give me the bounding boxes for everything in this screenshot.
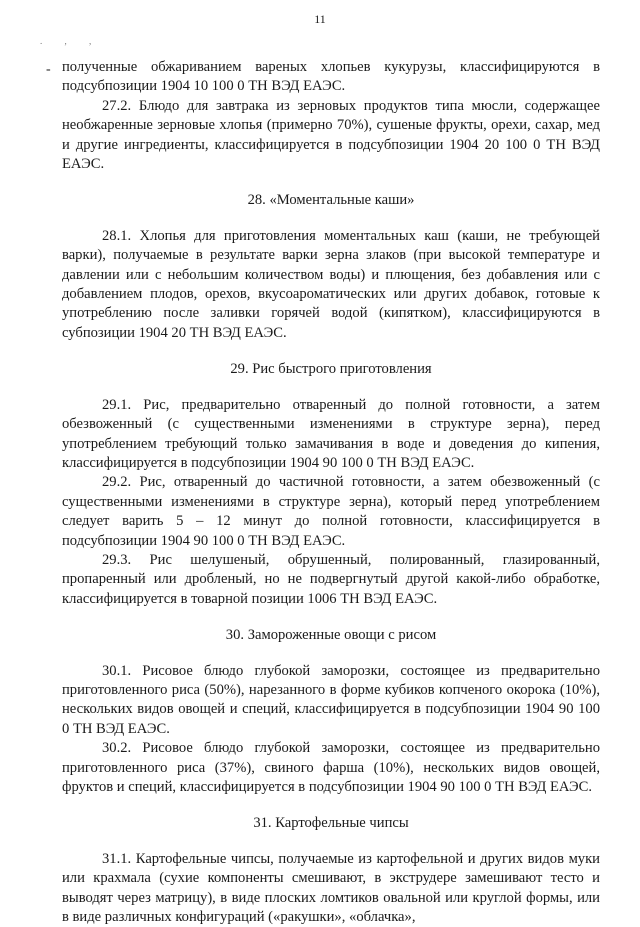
section-heading-28: 28. «Моментальные каши» (247, 192, 415, 209)
paragraph-29-3: 29.3. Рис шелушеный, обрушенный, полированный, глазированный, пропаренный или дробленый, но не подвергнутый другой какой-либо обработке, классифицируется в товарной позиции 1006 ТН ВЭД ЕАЭС. (62, 551, 600, 607)
section-heading-30: 30. Замороженные овощи с рисом (225, 627, 437, 644)
paragraph-30-2: 30.2. Рисовое блюдо глубокой заморозки, состоящее из предварительно приготовленного риса (37%), свиного фарша (10%), нескольких видов овощей, фруктов и специй, классифицируется в подсубпозиции 1904 90 100 0 ТН ВЭД ЕАЭС. (62, 740, 600, 795)
bullet-mark: - (46, 62, 51, 77)
paragraph-continued: полученные обжариванием вареных хлопьев кукурузы, классифицируются в подсубпозиции 1904 10 100 0 ТН ВЭД ЕАЭС. (62, 59, 600, 95)
paragraph-28-1: 28.1. Хлопья для приготовления моментальных каш (каши, не требующей варки), получаемые в результате варки зерна злаков (при высокой температуре и давлении или с небольшим количеством воды) и плющения, без добавления или с добавлением плодов, орехов, вкусоароматических или других добавок, готовые к употреблению после заливки горячей водой (кипятком), классифицируются в субпозиции 1904 20 ТН ВЭД ЕАЭС. (62, 227, 600, 341)
paragraph-29-1: 29.1. Рис, предварительно отваренный до полной готовности, а затем обезвоженный (с существенными изменениями в структуре зерна), перед употреблением требующий только замачивания в воде и доведения до кипения, классифицируется в подсубпозиции 1904 90 100 0 ТН ВЭД ЕАЭС. (62, 396, 600, 471)
paragraph-31-1: 31.1. Картофельные чипсы, получаемые из картофельной и других видов муки или крахмала (сухие компоненты смешивают, в экструдере замешивают тесто и выводят через матрицу), в виде плоских ломтиков овальной или круглой формы, или в виде различных конфигураций («ракушки», «облачка», (62, 850, 600, 926)
scan-marks: . , , (40, 36, 102, 46)
paragraph-27-2: 27.2. Блюдо для завтрака из зерновых продуктов типа мюсли, содержащее необжаренные зерновые хлопья (примерно 70%), сушеные фрукты, орехи, сахар, мед и другие ингредиенты, классифицируется в подсубпозиции 1904 20 100 0 ТН ВЭД ЕАЭС. (62, 97, 600, 173)
section-heading-29: 29. Рис быстрого приготовления (230, 361, 432, 378)
paragraph-29-2: 29.2. Рис, отваренный до частичной готовности, а затем обезвоженный (с существенными изменениями в структуре зерна), который перед употреблением следует варить 5 – 12 минут до полной готовности, классифицируется в подсубпозиции 1904 90 100 0 ТН ВЭД ЕАЭС. (62, 474, 600, 549)
section-heading-31: 31. Картофельные чипсы (253, 815, 409, 832)
document-body (62, 58, 600, 927)
paragraph-30-1: 30.1. Рисовое блюдо глубокой заморозки, состоящее из предварительно приготовленного риса (50%), нарезанного в форме кубиков копченого окорока (10%), нескольких видов овощей и специй, классифицируется в подсубпозиции 1904 90 100 0 ТН ВЭД ЕАЭС. (62, 662, 600, 737)
page-number: 11 (314, 12, 326, 26)
